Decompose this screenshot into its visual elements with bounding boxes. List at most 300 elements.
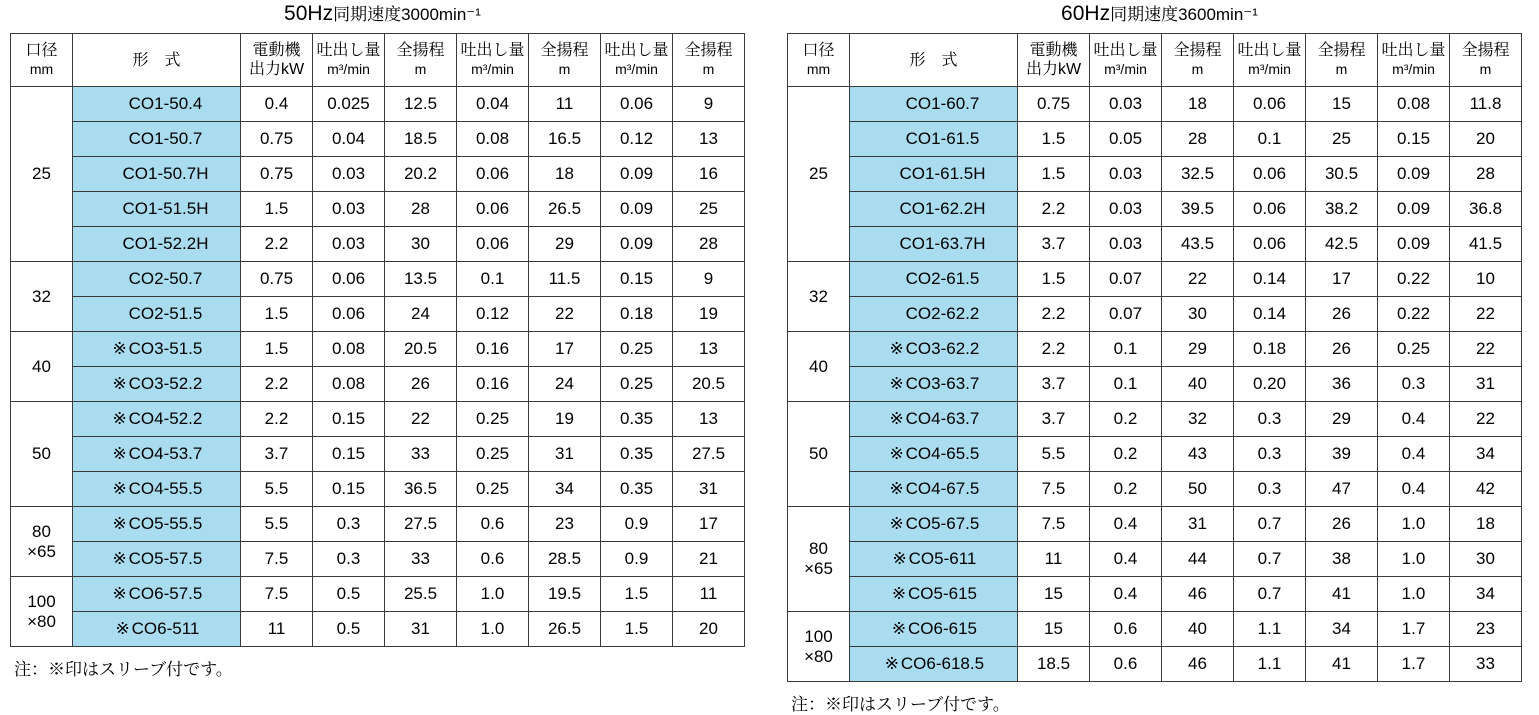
head-cell-2: 47: [1306, 472, 1378, 507]
model-cell: CO1-61.5: [850, 122, 1018, 157]
motor-output-cell: 7.5: [1018, 472, 1090, 507]
flow-cell-2: 0.3: [1234, 402, 1306, 437]
head-cell-3: 9: [673, 262, 745, 297]
flow-cell-1: 0.03: [1090, 227, 1162, 262]
model-cell: ※ CO4-52.2: [73, 402, 241, 437]
sleeve-mark: ※: [115, 619, 130, 638]
motor-output-cell: 2.2: [241, 402, 313, 437]
head-cell-3: 11: [673, 577, 745, 612]
spec-table-60hz: [787, 33, 1522, 682]
panel-60hz: [787, 0, 1532, 715]
head-cell-1: 29: [1162, 332, 1234, 367]
flow-cell-2: 0.6: [457, 507, 529, 542]
flow-cell-3: 0.22: [1378, 262, 1450, 297]
model-cell: CO2-62.2: [850, 297, 1018, 332]
motor-output-cell: 1.5: [1018, 262, 1090, 297]
head-cell-1: 12.5: [385, 87, 457, 122]
flow-cell-1: 0.5: [313, 612, 385, 647]
head-cell-2: 36: [1306, 367, 1378, 402]
head-cell-1: 22: [1162, 262, 1234, 297]
model-cell: CO1-62.2H: [850, 192, 1018, 227]
motor-output-cell: 15: [1018, 612, 1090, 647]
flow-cell-2: 0.3: [1234, 472, 1306, 507]
motor-output-cell: 7.5: [241, 577, 313, 612]
flow-cell-1: 0.4: [1090, 577, 1162, 612]
flow-cell-2: 0.18: [1234, 332, 1306, 367]
model-cell: CO1-63.7H: [850, 227, 1018, 262]
flow-cell-1: 0.4: [1090, 507, 1162, 542]
flow-cell-3: 0.09: [601, 227, 673, 262]
head-cell-3: 18: [1450, 507, 1522, 542]
motor-output-cell: 3.7: [241, 437, 313, 472]
model-cell: ※ CO6-511: [73, 612, 241, 647]
motor-output-cell: 15: [1018, 577, 1090, 612]
flow-cell-2: 0.06: [457, 227, 529, 262]
header-flow-2-50hz: 吐出し量 m³/min: [457, 34, 529, 87]
flow-cell-2: 0.06: [1234, 227, 1306, 262]
head-cell-1: 31: [385, 612, 457, 647]
head-cell-1: 30: [385, 227, 457, 262]
table-row: [788, 612, 1522, 647]
header-head-3-60hz: 全揚程 m: [1450, 34, 1522, 87]
bore-cell: 80 ×65: [11, 507, 73, 577]
head-cell-2: 24: [529, 367, 601, 402]
header-bore-50hz: 口径 mm: [11, 34, 73, 87]
flow-cell-2: 1.1: [1234, 647, 1306, 682]
sleeve-mark: ※: [889, 339, 904, 358]
flow-cell-1: 0.15: [313, 437, 385, 472]
table-row: [11, 297, 745, 332]
model-cell: CO2-50.7: [73, 262, 241, 297]
head-cell-2: 26.5: [529, 192, 601, 227]
bore-cell: 40: [788, 332, 850, 402]
flow-cell-2: 0.08: [457, 122, 529, 157]
flow-cell-3: 1.7: [1378, 647, 1450, 682]
head-cell-2: 30.5: [1306, 157, 1378, 192]
flow-cell-2: 0.3: [1234, 437, 1306, 472]
flow-cell-2: 1.0: [457, 577, 529, 612]
head-cell-2: 42.5: [1306, 227, 1378, 262]
flow-cell-1: 0.2: [1090, 437, 1162, 472]
head-cell-3: 28: [1450, 157, 1522, 192]
flow-cell-3: 0.08: [1378, 87, 1450, 122]
head-cell-3: 33: [1450, 647, 1522, 682]
sleeve-mark: ※: [889, 479, 904, 498]
panel-50hz: [10, 0, 755, 680]
bore-cell: 25: [11, 87, 73, 262]
table-row: [11, 437, 745, 472]
flow-cell-2: 0.06: [457, 157, 529, 192]
head-cell-1: 33: [385, 437, 457, 472]
head-cell-1: 40: [1162, 367, 1234, 402]
table-row: [11, 367, 745, 402]
flow-cell-2: 0.1: [1234, 122, 1306, 157]
table-row: [788, 297, 1522, 332]
head-cell-3: 16: [673, 157, 745, 192]
head-cell-2: 38: [1306, 542, 1378, 577]
flow-cell-1: 0.03: [1090, 87, 1162, 122]
motor-output-cell: 1.5: [241, 192, 313, 227]
model-cell: ※ CO6-57.5: [73, 577, 241, 612]
head-cell-2: 26.5: [529, 612, 601, 647]
table-row: [788, 577, 1522, 612]
motor-output-cell: 11: [1018, 542, 1090, 577]
model-cell: ※ CO6-615: [850, 612, 1018, 647]
head-cell-2: 29: [529, 227, 601, 262]
head-cell-2: 25: [1306, 122, 1378, 157]
flow-cell-1: 0.2: [1090, 472, 1162, 507]
head-cell-3: 28: [673, 227, 745, 262]
motor-output-cell: 18.5: [1018, 647, 1090, 682]
sleeve-mark: ※: [112, 549, 127, 568]
head-cell-2: 41: [1306, 577, 1378, 612]
flow-cell-1: 0.06: [313, 297, 385, 332]
flow-cell-1: 0.08: [313, 332, 385, 367]
head-cell-2: 28.5: [529, 542, 601, 577]
motor-output-cell: 1.5: [241, 332, 313, 367]
panel-60hz-title-sub: 同期速度3600min⁻¹: [1110, 5, 1258, 24]
table-row: [788, 87, 1522, 122]
flow-cell-2: 0.6: [457, 542, 529, 577]
header-flow-3-50hz: 吐出し量 m³/min: [601, 34, 673, 87]
head-cell-3: 17: [673, 507, 745, 542]
header-head-2-60hz: 全揚程 m: [1306, 34, 1378, 87]
sleeve-mark: ※: [112, 339, 127, 358]
table-header-row-50hz: [11, 34, 745, 87]
flow-cell-1: 0.07: [1090, 262, 1162, 297]
flow-cell-1: 0.03: [1090, 157, 1162, 192]
flow-cell-2: 1.0: [457, 612, 529, 647]
head-cell-3: 31: [1450, 367, 1522, 402]
head-cell-2: 18: [529, 157, 601, 192]
spec-table-50hz: [10, 33, 745, 647]
motor-output-cell: 1.5: [1018, 122, 1090, 157]
head-cell-1: 25.5: [385, 577, 457, 612]
model-cell: ※ CO5-611: [850, 542, 1018, 577]
flow-cell-1: 0.2: [1090, 402, 1162, 437]
head-cell-1: 28: [385, 192, 457, 227]
sleeve-mark: ※: [884, 654, 900, 673]
flow-cell-3: 0.06: [601, 87, 673, 122]
head-cell-2: 26: [1306, 297, 1378, 332]
flow-cell-3: 1.5: [601, 612, 673, 647]
flow-cell-2: 0.14: [1234, 262, 1306, 297]
head-cell-2: 26: [1306, 332, 1378, 367]
flow-cell-1: 0.5: [313, 577, 385, 612]
motor-output-cell: 5.5: [241, 472, 313, 507]
flow-cell-2: 0.25: [457, 402, 529, 437]
head-cell-3: 42: [1450, 472, 1522, 507]
head-cell-3: 22: [1450, 297, 1522, 332]
head-cell-2: 22: [529, 297, 601, 332]
table-body-50hz: [11, 87, 745, 647]
motor-output-cell: 11: [241, 612, 313, 647]
bore-cell: 50: [788, 402, 850, 507]
model-cell: CO1-60.7: [850, 87, 1018, 122]
head-cell-1: 18.5: [385, 122, 457, 157]
header-model-50hz: 形 式: [73, 34, 241, 87]
model-cell: CO1-51.5H: [73, 192, 241, 227]
bore-cell: 32: [11, 262, 73, 332]
head-cell-1: 46: [1162, 647, 1234, 682]
panel-60hz-title-hz: 60Hz: [1061, 2, 1111, 25]
head-cell-2: 23: [529, 507, 601, 542]
model-cell: CO1-50.7H: [73, 157, 241, 192]
motor-output-cell: 5.5: [241, 507, 313, 542]
model-cell: ※ CO5-57.5: [73, 542, 241, 577]
table-row: [11, 157, 745, 192]
flow-cell-3: 0.4: [1378, 437, 1450, 472]
head-cell-3: 25: [673, 192, 745, 227]
flow-cell-3: 0.22: [1378, 297, 1450, 332]
head-cell-1: 39.5: [1162, 192, 1234, 227]
head-cell-3: 36.8: [1450, 192, 1522, 227]
flow-cell-1: 0.06: [313, 262, 385, 297]
table-row: [11, 87, 745, 122]
motor-output-cell: 2.2: [241, 367, 313, 402]
flow-cell-3: 0.3: [1378, 367, 1450, 402]
flow-cell-3: 0.15: [601, 262, 673, 297]
head-cell-2: 26: [1306, 507, 1378, 542]
head-cell-2: 17: [1306, 262, 1378, 297]
flow-cell-3: 1.0: [1378, 542, 1450, 577]
flow-cell-1: 0.1: [1090, 367, 1162, 402]
model-cell: CO1-50.7: [73, 122, 241, 157]
model-cell: ※ CO4-67.5: [850, 472, 1018, 507]
model-cell: ※ CO4-65.5: [850, 437, 1018, 472]
bore-cell: 25: [788, 87, 850, 262]
head-cell-2: 31: [529, 437, 601, 472]
flow-cell-3: 0.9: [601, 507, 673, 542]
model-cell: CO1-50.4: [73, 87, 241, 122]
head-cell-2: 34: [529, 472, 601, 507]
model-cell: ※ CO4-55.5: [73, 472, 241, 507]
table-row: [11, 507, 745, 542]
flow-cell-1: 0.07: [1090, 297, 1162, 332]
flow-cell-1: 0.03: [1090, 192, 1162, 227]
sleeve-mark: ※: [891, 584, 907, 603]
table-row: [11, 122, 745, 157]
flow-cell-1: 0.05: [1090, 122, 1162, 157]
head-cell-1: 20.2: [385, 157, 457, 192]
flow-cell-3: 0.35: [601, 437, 673, 472]
model-cell: ※ CO3-52.2: [73, 367, 241, 402]
flow-cell-1: 0.15: [313, 472, 385, 507]
model-cell: ※ CO6-618.5: [850, 647, 1018, 682]
head-cell-2: 11.5: [529, 262, 601, 297]
flow-cell-3: 1.5: [601, 577, 673, 612]
flow-cell-2: 0.16: [457, 367, 529, 402]
sleeve-mark: ※: [892, 549, 907, 568]
header-flow-2-60hz: 吐出し量 m³/min: [1234, 34, 1306, 87]
head-cell-1: 24: [385, 297, 457, 332]
flow-cell-2: 0.16: [457, 332, 529, 367]
model-cell: ※ CO5-55.5: [73, 507, 241, 542]
flow-cell-3: 0.4: [1378, 402, 1450, 437]
sleeve-mark: ※: [889, 374, 904, 393]
head-cell-3: 10: [1450, 262, 1522, 297]
motor-output-cell: 2.2: [1018, 332, 1090, 367]
head-cell-1: 36.5: [385, 472, 457, 507]
sleeve-mark: ※: [889, 514, 904, 533]
flow-cell-3: 0.25: [601, 332, 673, 367]
flow-cell-2: 0.06: [1234, 192, 1306, 227]
flow-cell-1: 0.08: [313, 367, 385, 402]
flow-cell-2: 0.14: [1234, 297, 1306, 332]
motor-output-cell: 0.75: [241, 122, 313, 157]
header-flow-3-60hz: 吐出し量 m³/min: [1378, 34, 1450, 87]
model-cell: CO1-61.5H: [850, 157, 1018, 192]
head-cell-1: 28: [1162, 122, 1234, 157]
head-cell-3: 34: [1450, 577, 1522, 612]
head-cell-3: 19: [673, 297, 745, 332]
bore-cell: 100 ×80: [788, 612, 850, 682]
flow-cell-1: 0.3: [313, 542, 385, 577]
head-cell-1: 26: [385, 367, 457, 402]
table-row: [11, 332, 745, 367]
head-cell-2: 29: [1306, 402, 1378, 437]
header-motor-60hz: 電動機 出力kW: [1018, 34, 1090, 87]
motor-output-cell: 3.7: [1018, 227, 1090, 262]
table-row: [11, 227, 745, 262]
head-cell-1: 46: [1162, 577, 1234, 612]
head-cell-1: 13.5: [385, 262, 457, 297]
panel-50hz-title-sub: 同期速度3000min⁻¹: [333, 5, 481, 24]
flow-cell-1: 0.3: [313, 507, 385, 542]
flow-cell-1: 0.4: [1090, 542, 1162, 577]
panel-50hz-title-hz: 50Hz: [284, 2, 334, 25]
head-cell-2: 11: [529, 87, 601, 122]
table-row: [788, 122, 1522, 157]
flow-cell-1: 0.03: [313, 227, 385, 262]
bore-cell: 100 ×80: [11, 577, 73, 647]
motor-output-cell: 0.75: [241, 262, 313, 297]
flow-cell-1: 0.03: [313, 157, 385, 192]
flow-cell-2: 0.20: [1234, 367, 1306, 402]
flow-cell-1: 0.6: [1090, 647, 1162, 682]
head-cell-3: 23: [1450, 612, 1522, 647]
flow-cell-3: 0.9: [601, 542, 673, 577]
flow-cell-2: 0.25: [457, 472, 529, 507]
flow-cell-2: 0.7: [1234, 507, 1306, 542]
motor-output-cell: 0.4: [241, 87, 313, 122]
bore-cell: 50: [11, 402, 73, 507]
head-cell-3: 22: [1450, 402, 1522, 437]
sleeve-mark: ※: [889, 444, 904, 463]
table-row: [788, 647, 1522, 682]
head-cell-3: 20.5: [673, 367, 745, 402]
table-row: [788, 542, 1522, 577]
motor-output-cell: 2.2: [241, 227, 313, 262]
head-cell-3: 27.5: [673, 437, 745, 472]
flow-cell-2: 0.12: [457, 297, 529, 332]
flow-cell-2: 0.06: [457, 192, 529, 227]
head-cell-1: 20.5: [385, 332, 457, 367]
head-cell-2: 39: [1306, 437, 1378, 472]
table-header-row-60hz: [788, 34, 1522, 87]
flow-cell-2: 0.7: [1234, 542, 1306, 577]
head-cell-3: 13: [673, 332, 745, 367]
head-cell-3: 20: [673, 612, 745, 647]
flow-cell-3: 0.25: [1378, 332, 1450, 367]
head-cell-1: 43: [1162, 437, 1234, 472]
header-flow-1-50hz: 吐出し量 m³/min: [313, 34, 385, 87]
model-cell: ※ CO3-62.2: [850, 332, 1018, 367]
table-row: [788, 402, 1522, 437]
head-cell-1: 43.5: [1162, 227, 1234, 262]
model-cell: ※ CO4-53.7: [73, 437, 241, 472]
head-cell-2: 19: [529, 402, 601, 437]
head-cell-1: 30: [1162, 297, 1234, 332]
head-cell-3: 11.8: [1450, 87, 1522, 122]
panel-60hz-title: [787, 0, 1532, 29]
table-row: [788, 157, 1522, 192]
table-row: [788, 367, 1522, 402]
flow-cell-1: 0.6: [1090, 612, 1162, 647]
header-head-1-60hz: 全揚程 m: [1162, 34, 1234, 87]
head-cell-2: 15: [1306, 87, 1378, 122]
table-row: [788, 437, 1522, 472]
motor-output-cell: 2.2: [1018, 297, 1090, 332]
note-50hz: 注：※印はスリーブ付です。: [14, 660, 233, 679]
model-cell: CO2-61.5: [850, 262, 1018, 297]
table-row: [11, 612, 745, 647]
head-cell-3: 13: [673, 122, 745, 157]
sleeve-mark: ※: [112, 409, 127, 428]
head-cell-2: 17: [529, 332, 601, 367]
bore-cell: 32: [788, 262, 850, 332]
head-cell-1: 27.5: [385, 507, 457, 542]
head-cell-3: 9: [673, 87, 745, 122]
table-row: [11, 472, 745, 507]
motor-output-cell: 2.2: [1018, 192, 1090, 227]
head-cell-1: 40: [1162, 612, 1234, 647]
table-row: [11, 402, 745, 437]
motor-output-cell: 0.75: [241, 157, 313, 192]
table-row: [11, 262, 745, 297]
sleeve-mark: ※: [112, 444, 127, 463]
head-cell-1: 22: [385, 402, 457, 437]
sleeve-mark: ※: [112, 374, 127, 393]
flow-cell-2: 1.1: [1234, 612, 1306, 647]
flow-cell-3: 0.12: [601, 122, 673, 157]
head-cell-3: 34: [1450, 437, 1522, 472]
header-flow-1-60hz: 吐出し量 m³/min: [1090, 34, 1162, 87]
table-row: [11, 192, 745, 227]
head-cell-3: 41.5: [1450, 227, 1522, 262]
table-row: [788, 227, 1522, 262]
model-cell: ※ CO3-51.5: [73, 332, 241, 367]
bore-cell: 40: [11, 332, 73, 402]
flow-cell-3: 0.09: [1378, 192, 1450, 227]
flow-cell-1: 0.025: [313, 87, 385, 122]
model-cell: ※ CO5-67.5: [850, 507, 1018, 542]
head-cell-1: 32: [1162, 402, 1234, 437]
flow-cell-3: 0.15: [1378, 122, 1450, 157]
head-cell-3: 20: [1450, 122, 1522, 157]
model-cell: CO1-52.2H: [73, 227, 241, 262]
header-bore-60hz: 口径 mm: [788, 34, 850, 87]
sleeve-mark: ※: [889, 409, 904, 428]
sleeve-mark: ※: [112, 584, 127, 603]
table-body-60hz: [788, 87, 1522, 682]
table-row: [788, 192, 1522, 227]
motor-output-cell: 3.7: [1018, 367, 1090, 402]
header-model-60hz: 形 式: [850, 34, 1018, 87]
sleeve-mark: ※: [112, 479, 127, 498]
head-cell-2: 16.5: [529, 122, 601, 157]
sleeve-mark: ※: [891, 619, 907, 638]
